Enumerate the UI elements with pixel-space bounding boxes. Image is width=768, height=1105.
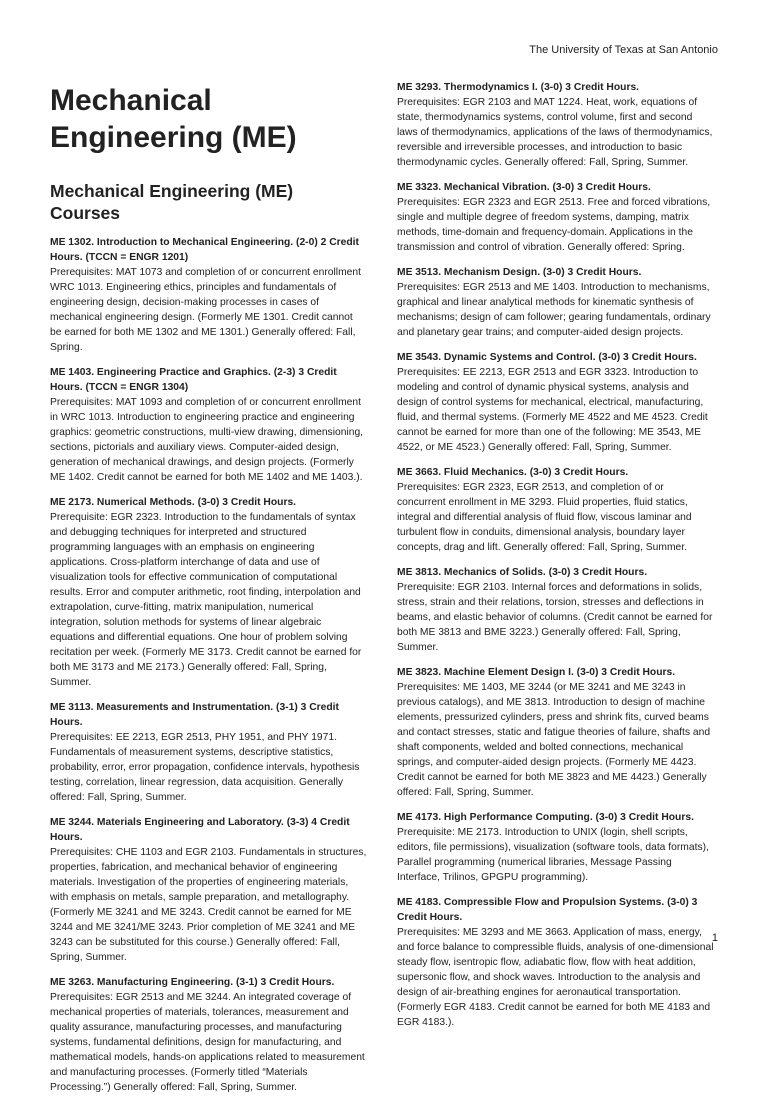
section-title: Mechanical Engineering (ME) Courses [50, 181, 294, 223]
course-entry [397, 810, 714, 885]
course-entry [50, 815, 367, 965]
course-entry [50, 495, 367, 690]
course-description: Prerequisite: EGR 2103. Internal forces and deformations in solids, stress, strain and their relations, torsion, stresses and deflections in beams, and elastic behavior of columns. (Credit cannot be earned for both ME 3813 and BME 3223.) Generally offered: Fall, Spring, Summer. [397, 582, 713, 653]
course-title: ME 1302. Introduction to Mechanical Engineering. (2-0) 2 Credit Hours. (TCCN = ENGR 1201) [50, 237, 359, 263]
right-column [397, 80, 714, 1040]
page-header: The University of Texas at San Antonio [529, 44, 718, 56]
course-entry [397, 565, 714, 655]
course-description: Prerequisites: MAT 1073 and completion of or concurrent enrollment WRC 1013. Engineering ethics, principles and fundamentals of engineering design, decision-making processes in cases of mechanical engineering design. (Formerly ME 1301. Credit cannot be earned for both ME 1302 and ME 1301.) Generally offered: Fall, Spring. [50, 267, 361, 353]
course-description: Prerequisites: EGR 2103 and MAT 1224. Heat, work, equations of state, thermodynamics systems, control volume, first and second laws of thermodynamics, applications of the laws of thermodynamics, reversible and irreversible processes, and introduction to basic thermodynamic cycles. Generally offered: Fall, Spring, Summer. [397, 97, 713, 168]
course-description: Prerequisites: EGR 2323 and EGR 2513. Free and forced vibrations, single and multiple degree of freedom systems, damping, matrix methods, time-domain and frequency-domain. Applications in the transmission and control of vibration. Generally offered: Spring. [397, 197, 711, 253]
course-description: Prerequisites: ME 1403, ME 3244 (or ME 3241 and ME 3243 in previous catalogs), and ME 3813. Introduction to design of machine elements, pressurized cylinders, press and shrink fits, curved beams and contact stresses, static and fatigue theories of failure, shafts and shaft components, welded and bolted connections, mechanical springs, and computer-aided design projects. (Formerly ME 4423. Credit cannot be earned for both ME 3823 and ME 4423.) Generally offered: Fall, Spring, Summer. [397, 682, 711, 798]
course-entry [50, 975, 367, 1095]
course-description: Prerequisites: EGR 2513 and ME 1403. Introduction to mechanisms, graphical and linear analytical methods for kinematic synthesis of mechanisms; design of cam follower; gearing fundamentals, ordinary and planetary gear trains; and computer-aided design projects. [397, 282, 711, 338]
course-title: ME 4183. Compressible Flow and Propulsion Systems. (3-0) 3 Credit Hours. [397, 897, 698, 923]
course-entry [397, 665, 714, 800]
course-entry [397, 265, 714, 340]
course-entry [50, 700, 367, 805]
course-description: Prerequisites: EGR 2513 and ME 3244. An integrated coverage of mechanical properties of materials, tolerances, measurement and quality assurance, manufacturing processes, and manufacturing systems, fundamental definitions, design for manufacturing, and mathematical models, hands-on applications related to measurement and manufacturing processes. (Formerly titled “Materials Processing.”) Generally offered: Fall, Spring, Summer. [50, 992, 365, 1093]
course-title: ME 3293. Thermodynamics I. (3-0) 3 Credit Hours. [397, 82, 640, 93]
course-description: Prerequisites: ME 3293 and ME 3663. Application of mass, energy, and force balance to compressible fluids, analysis of one-dimensional steady flow, isentropic flow, adiabatic flow, flow with heat addition, supersonic flow, and shock waves. Introduction to the analysis and design of air-breathing engines for aeronautical transportation. (Formerly EGR 4183. Credit cannot be earned for both ME 4183 and EGR 4183.). [397, 927, 714, 1028]
course-title: ME 1403. Engineering Practice and Graphics. (2-3) 3 Credit Hours. (TCCN = ENGR 1304) [50, 367, 337, 393]
course-entry [397, 895, 714, 1030]
course-title: ME 3323. Mechanical Vibration. (3-0) 3 Credit Hours. [397, 182, 651, 193]
course-description: Prerequisites: CHE 1103 and EGR 2103. Fundamentals in structures, properties, fabrication, and mechanical behavior of engineering materials. Investigation of the properties of engineering materials, with emphasis on metals, sample preparation, and metallography. (Formerly ME 3241 and ME 3243. Credit cannot be earned for ME 3244 and ME 3241/ME 3243. Prior completion of ME 3241 and ME 3243 can be substituted for this course.) Generally offered: Fall, Spring, Summer. [50, 847, 367, 963]
left-column [50, 82, 367, 1105]
course-description: Prerequisite: EGR 2323. Introduction to the fundamentals of syntax and debugging techniques for interpreted and structured programming languages with an emphasis on engineering applications. Cross-platform interchange of data and use of visualization tools for effective communication of computational results. Error and computer arithmetic, root finding, interpolation and extrapolation, curve-fitting, matrix manipulation, numerical integration, solution methods for systems of linear algebraic equations and differential equations. One hour of problem solving recitation per week. (Formerly ME 3173. Credit cannot be earned for both ME 3173 and ME 2173.) Generally offered: Fall, Spring, Summer. [50, 512, 362, 688]
course-entry [397, 180, 714, 255]
course-description: Prerequisites: EGR 2323, EGR 2513, and completion of or concurrent enrollment in ME 3293. Fluid properties, fluid statics, integral and differential analysis of fluid flow, viscous laminar and turbulent flow in conduits, dimensional analysis, boundary layer concepts, drag and lift. Generally offered: Fall, Spring, Summer. [397, 482, 692, 553]
course-title: ME 2173. Numerical Methods. (3-0) 3 Credit Hours. [50, 497, 297, 508]
course-title: ME 3263. Manufacturing Engineering. (3-1) 3 Credit Hours. [50, 977, 335, 988]
course-description: Prerequisites: MAT 1093 and completion of or concurrent enrollment in WRC 1013. Introduction to engineering practice and engineering graphics: geometric constructions, multi-view drawing, dimensioning, sections, pictorials and auxiliary views. Computer-aided design, generation of mechanical drawings, and design projects. (Formerly ME 1402. Credit cannot be earned for both ME 1402 and ME 1403.). [50, 397, 364, 483]
page-title: Mechanical Engineering (ME) [50, 84, 297, 154]
right-course-list [397, 80, 714, 1030]
left-course-list [50, 235, 367, 1095]
course-entry [50, 365, 367, 485]
course-title: ME 3113. Measurements and Instrumentation. (3-1) 3 Credit Hours. [50, 702, 339, 728]
course-title: ME 3823. Machine Element Design I. (3-0) 3 Credit Hours. [397, 667, 676, 678]
page-number: 1 [711, 932, 718, 944]
course-entry [50, 235, 367, 355]
course-title: ME 4173. High Performance Computing. (3-0) 3 Credit Hours. [397, 812, 694, 823]
course-title: ME 3513. Mechanism Design. (3-0) 3 Credit Hours. [397, 267, 642, 278]
course-description: Prerequisites: EE 2213, EGR 2513 and EGR 3323. Introduction to modeling and control of dynamic physical systems, analysis and design of control systems for mechanical, electrical, manufacturing, fluid, and thermal systems. (Formerly ME 4522 and ME 4523. Credit cannot be earned for more than one of the following: ME 3543, ME 4522, or ME 4523.) Generally offered: Fall, Spring, Summer. [397, 367, 708, 453]
course-title: ME 3663. Fluid Mechanics. (3-0) 3 Credit Hours. [397, 467, 629, 478]
course-description: Prerequisite: ME 2173. Introduction to UNIX (login, shell scripts, editors, file permissions), visualization (software tools, data formats), Parallel programming (numerical libraries, Message Passing Interface, Trilinos, GPGPU programming). [397, 827, 709, 883]
course-title: ME 3244. Materials Engineering and Laboratory. (3-3) 4 Credit Hours. [50, 817, 350, 843]
course-title: ME 3813. Mechanics of Solids. (3-0) 3 Credit Hours. [397, 567, 648, 578]
course-title: ME 3543. Dynamic Systems and Control. (3-0) 3 Credit Hours. [397, 352, 697, 363]
course-entry [397, 465, 714, 555]
course-entry [397, 80, 714, 170]
course-entry [397, 350, 714, 455]
course-description: Prerequisites: EE 2213, EGR 2513, PHY 1951, and PHY 1971. Fundamentals of measurement systems, descriptive statistics, probability, error, error propagation, confidence intervals, hypothesis testing, correlation, linear regression, data acquisition. Generally offered: Fall, Spring, Summer. [50, 732, 360, 803]
